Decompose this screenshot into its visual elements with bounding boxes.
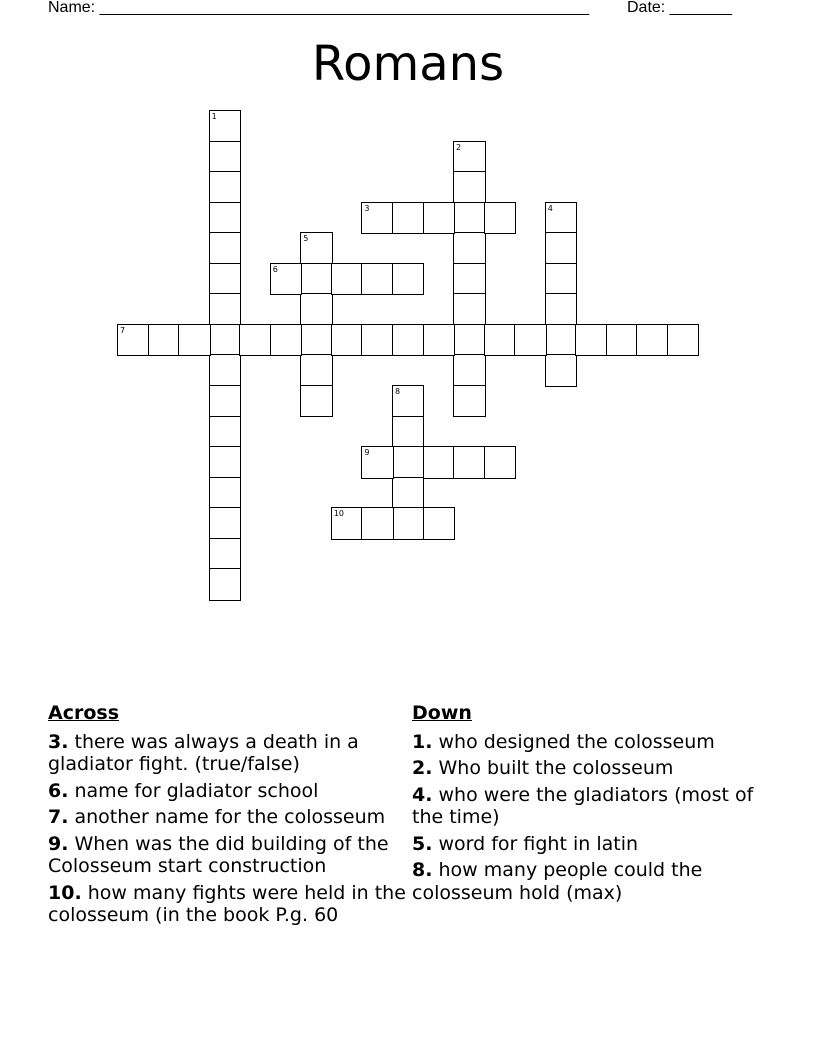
clue-down-8: [412, 859, 772, 904]
down-heading: Down: [412, 702, 472, 724]
clue-down-1: [412, 731, 772, 754]
cell-number: 2: [456, 142, 462, 152]
cell-number: 7: [120, 325, 126, 335]
grid-cell[interactable]: [453, 171, 486, 204]
grid-cell[interactable]: [606, 324, 639, 357]
grid-cell[interactable]: [209, 538, 242, 571]
grid-cell[interactable]: [361, 324, 394, 357]
grid-cell[interactable]: [300, 324, 333, 357]
grid-cell[interactable]: [545, 293, 578, 326]
grid-cell[interactable]: [361, 507, 394, 540]
grid-cell[interactable]: [209, 507, 242, 540]
clue-number: 7.: [48, 806, 69, 828]
grid-cell[interactable]: [667, 324, 700, 357]
clue-number: 1.: [412, 730, 433, 753]
grid-cell[interactable]: [545, 354, 578, 387]
grid-cell[interactable]: [361, 446, 394, 479]
grid-cell[interactable]: [209, 110, 242, 143]
cell-number: 1: [211, 112, 217, 121]
clue-across-10: [48, 882, 408, 927]
grid-cell[interactable]: [392, 507, 425, 540]
grid-cell[interactable]: [209, 263, 242, 296]
clue-across-9: [48, 833, 408, 878]
grid-cell[interactable]: [453, 446, 486, 479]
clue-down-5: [412, 833, 772, 856]
clue-text: who designed the colosseum: [438, 730, 715, 753]
grid-cell[interactable]: [514, 324, 547, 357]
grid-cell[interactable]: [117, 324, 150, 357]
grid-cell[interactable]: [423, 324, 456, 357]
grid-cell[interactable]: [331, 263, 364, 296]
grid-cell[interactable]: [209, 568, 242, 601]
clue-number: 3.: [48, 730, 69, 753]
grid-cell[interactable]: [545, 202, 578, 235]
grid-cell[interactable]: [545, 324, 578, 357]
grid-cell[interactable]: [209, 324, 242, 357]
clue-across-7: [48, 806, 408, 829]
grid-cell[interactable]: [209, 354, 242, 387]
clue-text: When was the did building of the Colosseum start construction: [48, 832, 389, 877]
grid-cell[interactable]: [453, 141, 486, 174]
grid-cell[interactable]: [636, 324, 669, 357]
grid-cell[interactable]: [453, 263, 486, 296]
clue-number: 8.: [412, 859, 433, 881]
grid-cell[interactable]: [270, 263, 303, 296]
grid-cell[interactable]: [453, 385, 486, 418]
grid-cell[interactable]: [453, 202, 486, 235]
grid-cell[interactable]: [300, 263, 333, 296]
grid-cell[interactable]: [361, 202, 394, 235]
grid-cell[interactable]: [331, 507, 364, 540]
grid-cell[interactable]: [300, 385, 333, 418]
clue-text: who were the gladiators (most of the time): [412, 783, 754, 828]
grid-cell[interactable]: [209, 171, 242, 204]
grid-cell[interactable]: [209, 416, 242, 449]
grid-cell[interactable]: [209, 232, 242, 265]
grid-cell[interactable]: [484, 202, 517, 235]
name-field: Name: _______________________________________________________: [48, 0, 589, 16]
grid-cell[interactable]: [331, 324, 364, 357]
grid-cell[interactable]: [392, 202, 425, 235]
date-field: Date: _______: [627, 0, 732, 16]
clue-number: 6.: [48, 779, 69, 802]
puzzle-title: Romans: [311, 36, 505, 92]
grid-cell[interactable]: [545, 232, 578, 265]
grid-cell[interactable]: [239, 324, 272, 357]
grid-cell[interactable]: [209, 446, 242, 479]
cell-number: 4: [547, 203, 553, 213]
clue-text: word for fight in latin: [438, 832, 639, 855]
down-clues: [412, 702, 772, 908]
clue-number: 2.: [412, 757, 433, 779]
across-clues: [48, 702, 408, 931]
grid-cell[interactable]: [209, 477, 242, 510]
clue-text: how many fights were held in the colosseum (in the book P.g. 60: [48, 881, 406, 926]
grid-cell[interactable]: [484, 446, 517, 479]
clue-down-4: [412, 784, 772, 829]
clue-text: name for gladiator school: [74, 779, 319, 802]
grid-cell[interactable]: [423, 202, 456, 235]
across-heading: Across: [48, 702, 120, 724]
grid-cell[interactable]: [209, 202, 242, 235]
clue-across-6: [48, 780, 408, 803]
cell-number: 5: [303, 234, 309, 244]
grid-cell[interactable]: [392, 263, 425, 296]
cell-number: 3: [364, 203, 370, 213]
grid-cell[interactable]: [453, 324, 486, 357]
grid-cell[interactable]: [270, 324, 303, 357]
grid-cell[interactable]: [423, 446, 456, 479]
grid-cell[interactable]: [423, 507, 456, 540]
grid-cell[interactable]: [392, 477, 425, 510]
grid-cell[interactable]: [209, 293, 242, 326]
grid-cell[interactable]: [209, 141, 242, 174]
clue-text: how many people could the colosseum hold (max): [412, 859, 703, 904]
cell-number: 8: [394, 386, 401, 396]
grid-cell[interactable]: [361, 263, 394, 296]
grid-cell[interactable]: [392, 416, 425, 449]
grid-cell[interactable]: [453, 293, 486, 326]
grid-cell[interactable]: [300, 293, 333, 326]
grid-cell[interactable]: [453, 354, 486, 387]
grid-cell[interactable]: [178, 324, 211, 357]
clue-number: 5.: [412, 832, 433, 855]
grid-cell[interactable]: [148, 324, 181, 357]
clue-text: Who built the colosseum: [438, 757, 674, 779]
grid-cell[interactable]: [392, 385, 425, 418]
grid-cell[interactable]: [484, 324, 517, 357]
clue-down-2: [412, 757, 772, 780]
clue-number: 10.: [48, 881, 82, 904]
grid-cell[interactable]: [545, 263, 578, 296]
grid-cell[interactable]: [392, 324, 425, 357]
cell-number: 10: [333, 509, 345, 519]
grid-cell[interactable]: [209, 385, 242, 418]
clue-number: 4.: [412, 783, 433, 806]
clue-text: there was always a death in a gladiator fight. (true/false): [48, 730, 359, 775]
cell-number: 6: [272, 264, 278, 274]
grid-cell[interactable]: [300, 354, 333, 387]
grid-cell[interactable]: [575, 324, 608, 357]
grid-cell[interactable]: [453, 232, 486, 265]
grid-cell[interactable]: [392, 446, 425, 479]
grid-cell[interactable]: [300, 232, 333, 265]
clue-number: 9.: [48, 832, 69, 855]
cell-number: 9: [364, 448, 370, 458]
clue-across-3: [48, 731, 408, 776]
clue-text: another name for the colosseum: [74, 806, 386, 828]
